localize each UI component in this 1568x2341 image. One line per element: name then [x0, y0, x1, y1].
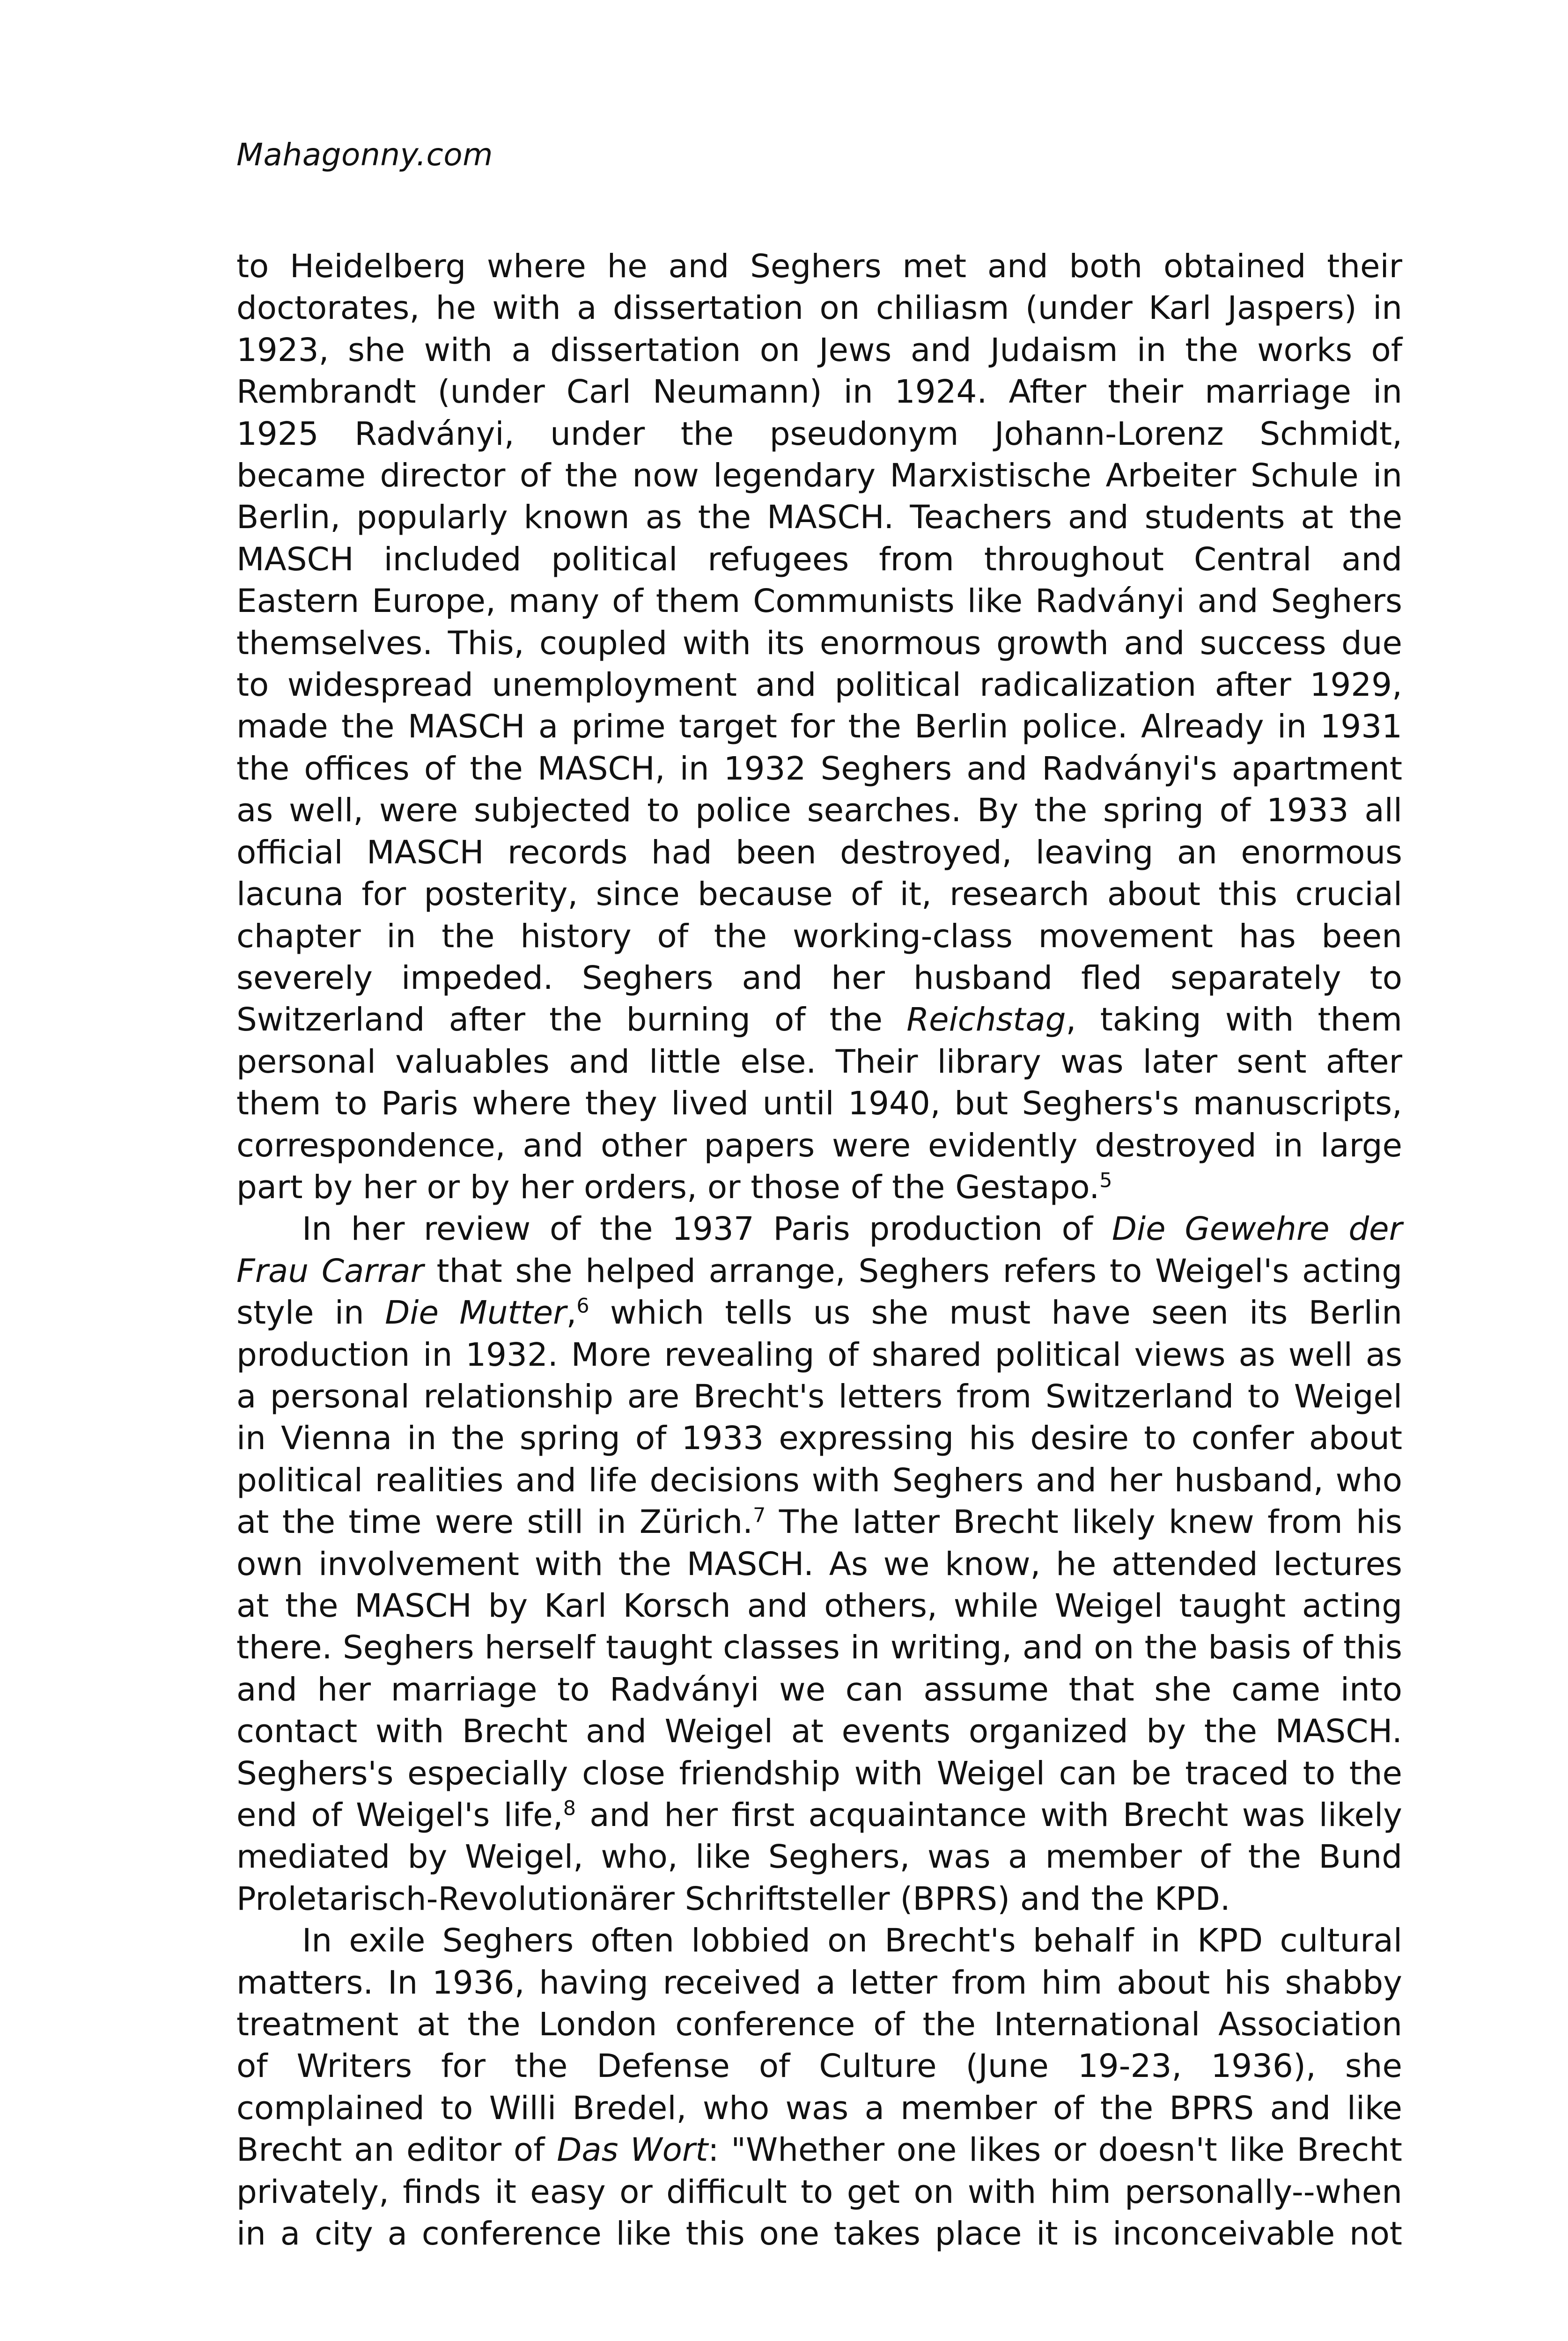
- text-line: mediated by Weigel, who, like Seghers, was a member of the Bund: [236, 1838, 1402, 1876]
- text-line: MASCH included political refugees from throughout Central and: [236, 540, 1402, 578]
- text-line: own involvement with the MASCH. As we know, he attended lectures: [236, 1545, 1402, 1583]
- text-line: to Heidelberg where he and Seghers met and both obtained their: [236, 248, 1402, 285]
- text-line: became director of the now legendary Marxistische Arbeiter Schule in: [236, 457, 1402, 495]
- footnote-marker: 5: [1099, 1169, 1112, 1193]
- text-line: made the MASCH a prime target for the Berlin police. Already in 1931: [236, 708, 1402, 746]
- text-line: doctorates, he with a dissertation on chiliasm (under Karl Jaspers) in: [236, 289, 1402, 327]
- text-line: political realities and life decisions with Seghers and her husband, who: [236, 1461, 1402, 1499]
- text-line: to widespread unemployment and political radicalization after 1929,: [236, 666, 1402, 704]
- text-line: official MASCH records had been destroyed, leaving an enormous: [236, 833, 1402, 871]
- text-line: 1925 Radványi, under the pseudonym Johann-Lorenz Schmidt,: [236, 415, 1402, 453]
- text-line: 1923, she with a dissertation on Jews and Judaism in the works of: [236, 331, 1402, 369]
- paragraph-3: [236, 1920, 1402, 2255]
- text-line: and her marriage to Radványi we can assume that she came into: [236, 1671, 1402, 1708]
- text-line: Switzerland after the burning of the Reichstag, taking with them: [236, 1001, 1402, 1039]
- footnote-marker: 7: [753, 1503, 766, 1527]
- text-line: at the MASCH by Karl Korsch and others, while Weigel taught acting: [236, 1587, 1402, 1625]
- text-line: severely impeded. Seghers and her husband fled separately to: [236, 959, 1402, 997]
- body-text: [236, 246, 1402, 2255]
- text-line: In her review of the 1937 Paris production of Die Gewehre der: [302, 1210, 1403, 1248]
- text-line: personal valuables and little else. Their library was later sent after: [236, 1043, 1402, 1081]
- italic-title: Das Wort: [557, 2131, 708, 2169]
- text-line: Seghers's especially close friendship with Weigel can be traced to the: [236, 1754, 1402, 1792]
- text-line: privately, finds it easy or difficult to get on with him personally--when: [236, 2173, 1402, 2211]
- text-line: at the time were still in Zürich.$^7$ The latter Brecht likely knew from his: [236, 1503, 1402, 1541]
- text-line: contact with Brecht and Weigel at events organized by the MASCH.: [236, 1713, 1402, 1751]
- text-line: production in 1932. More revealing of shared political views as well as: [236, 1336, 1402, 1374]
- italic-title: Die Mutter: [385, 1294, 567, 1332]
- text-line: chapter in the history of the working-class movement has been: [236, 917, 1402, 955]
- text-line: Proletarisch-Revolutionärer Schriftsteller (BPRS) and the KPD.: [236, 1880, 1230, 1918]
- text-line: end of Weigel's life,$^8$ and her first acquaintance with Brecht was likely: [236, 1796, 1403, 1834]
- footnote-marker: 8: [563, 1796, 576, 1820]
- text-line: as well, were subjected to police searches. By the spring of 1933 all: [236, 792, 1402, 830]
- text-line: complained to Willi Bredel, who was a member of the BPRS and like: [236, 2089, 1402, 2127]
- text-line: Berlin, popularly known as the MASCH. Teachers and students at the: [236, 499, 1402, 537]
- text-line: the offices of the MASCH, in 1932 Seghers and Radványi's apartment: [236, 750, 1402, 788]
- text-line: part by her or by her orders, or those of the Gestapo.$^5$: [236, 1168, 1112, 1206]
- text-line: a personal relationship are Brecht's letters from Switzerland to Weigel: [236, 1377, 1402, 1415]
- text-line: treatment at the London conference of the International Association: [236, 2006, 1402, 2044]
- text-line: Rembrandt (under Carl Neumann) in 1924. After their marriage in: [236, 373, 1402, 411]
- text-line: in Vienna in the spring of 1933 expressing his desire to confer about: [236, 1420, 1402, 1458]
- text-line: correspondence, and other papers were evidently destroyed in large: [236, 1126, 1402, 1164]
- footnote-marker: 6: [576, 1294, 589, 1318]
- text-line: Frau Carrar that she helped arrange, Seghers refers to Weigel's acting: [236, 1252, 1402, 1290]
- italic-title: Reichstag: [906, 1001, 1066, 1039]
- text-line: style in Die Mutter,$^6$ which tells us she must have seen its Berlin: [236, 1294, 1402, 1332]
- text-line: matters. In 1936, having received a letter from him about his shabby: [236, 1964, 1402, 2002]
- text-line: lacuna for posterity, since because of it, research about this crucial: [236, 876, 1402, 913]
- italic-title: Frau Carrar: [236, 1252, 424, 1290]
- italic-title: Die Gewehre der: [1112, 1210, 1403, 1248]
- paragraph-2: [236, 1208, 1402, 1920]
- text-line: themselves. This, coupled with its enormous growth and success due: [236, 624, 1402, 662]
- text-line: them to Paris where they lived until 1940, but Seghers's manuscripts,: [236, 1085, 1402, 1123]
- running-head: Mahagonny.com: [236, 137, 493, 173]
- text-line: of Writers for the Defense of Culture (June 19-23, 1936), she: [236, 2047, 1402, 2085]
- paragraph-1: [236, 246, 1402, 1208]
- text-line: in a city a conference like this one takes place it is inconceivable not: [236, 2215, 1402, 2253]
- text-line: In exile Seghers often lobbied on Brecht's behalf in KPD cultural: [302, 1922, 1402, 1960]
- text-line: Brecht an editor of Das Wort: "Whether one likes or doesn't like Brecht: [236, 2131, 1402, 2169]
- text-line: there. Seghers herself taught classes in writing, and on the basis of this: [236, 1629, 1402, 1667]
- text-line: Eastern Europe, many of them Communists like Radványi and Seghers: [236, 582, 1402, 620]
